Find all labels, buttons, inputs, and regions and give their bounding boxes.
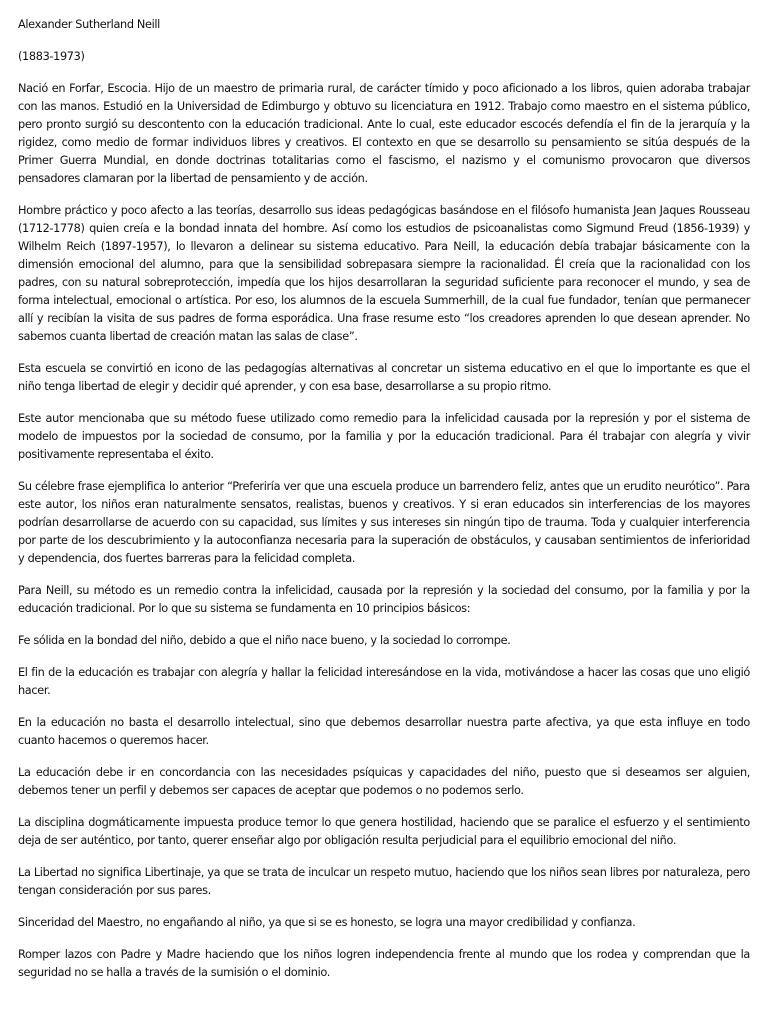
principle-item: Sinceridad del Maestro, no engañando al niño, ya que si se es honesto, se logra una mayor credibilidad y confianza. [18,916,636,929]
paragraph-influences: Hombre práctico y poco afecto a las teorías, desarrollo sus ideas pedagógicas basándose en el filósofo humanista Jean Jaques Rousseau (1712-1778) quien creía e la bondad innata del hombre. Así como los estudios de psicoanalistas como Sigmund Freud (1856-1939) y Wilhelm Reich (1897-1957), lo llevaron a delinear su sistema educativo. Para Neill, la educación debía trabajar básicamente con la dimensión emocional del alumno, para que la sensibilidad sobrepasara siempre la racionalidad. Él creía que la racionalidad con los padres, con su natural sobreprotección, impedía que los hijos desarrollaran la seguridad suficiente para reconocer el mundo, y sea de forma intelectual, emocional o artística. Por eso, los alumnos de la escuela Summerhill, de la cual fue fundador, tenían que permanecer allí y recibían la visita de sus padres de forma esporádica. Una frase resume esto “los creadores aprenden lo que desean aprender. No sabemos cuanta libertad de creación matan las salas de clase”. [18,204,750,343]
paragraph-famous-quote: Su célebre frase ejemplifica lo anterior “Preferiría ver que una escuela produce un barrendero feliz, antes que un erudito neurótico”. Para este autor, los niños eran naturalmente sensatos, realistas, buenos y creativos. Y si eran educados sin interferencias de los mayores podrían desarrollarse de acuerdo con su capacidad, sus límites y sus intereses sin ningún tipo de trauma. Toda y cualquier interferencia por parte de los descubrimiento y la autoconfianza necesaria para la superación de obstáculos, y causaban sentimientos de inferioridad y dependencia, dos fuertes barreras para la felicidad completa. [18,480,750,565]
principle-item: La Libertad no significa Libertinaje, ya que se trata de inculcar un respeto mutuo, haciendo que los niños sean libres por naturaleza, pero tengan consideración por sus pares. [18,866,750,897]
principle-item: El fin de la educación es trabajar con alegría y hallar la felicidad interesándose en la vida, motivándose a hacer las cosas que uno eligió hacer. [18,666,750,697]
paragraph-school: Esta escuela se convirtió en icono de las pedagogías alternativas al concretar un sistema educativo en el que lo importante es que el niño tenga libertad de elegir y decidir qué aprender, y con esa base, desarrollarse a su propio ritmo. [18,362,750,393]
principle-item: La educación debe ir en concordancia con las necesidades psíquicas y capacidades del niño, puesto que si deseamos ser alguien, debemos tener un perfil y debemos ser capaces de aceptar que podemos o no podemos serlo. [18,766,750,797]
document-title: Alexander Sutherland Neill [18,18,160,31]
principle-item: En la educación no basta el desarrollo intelectual, sino que debemos desarrollar nuestra parte afectiva, ya que esta influye en todo cuanto hacemos o queremos hacer. [18,716,750,747]
principle-item: La disciplina dogmáticamente impuesta produce temor lo que genera hostilidad, haciendo que se paralice el esfuerzo y el sentimiento deja de ser auténtico, por tanto, querer enseñar algo por obligación resulta perjudicial para el equilibrio emocional del niño. [18,816,750,847]
paragraph-biography: Nació en Forfar, Escocia. Hijo de un maestro de primaria rural, de carácter tímido y poco aficionado a los libros, quien adoraba trabajar con las manos. Estudió en la Universidad de Edimburgo y obtuvo su licenciatura en 1912. Trabajo como maestro en el sistema público, pero pronto surgió su descontento con la educación tradicional. Ante lo cual, este educador escocés defendía el fin de la jerarquía y la rigidez, como medio de formar individuos libres y creativos. El contexto en que se desarrollo su pensamiento se sitúa después de la Primer Guerra Mundial, en donde doctrinas totalitarias como el fascismo, el nazismo y el comunismo provocaron que diversos pensadores clamaran por la libertad de pensamiento y de acción. [18,82,750,185]
paragraph-principles-intro: Para Neill, su método es un remedio contra la infelicidad, causada por la represión y la sociedad del consumo, por la familia y por la educación tradicional. Por lo que su sistema se fundamenta en 10 principios básicos: [18,584,750,615]
document-dates: (1883-1973) [18,50,85,63]
paragraph-method: Este autor mencionaba que su método fuese utilizado como remedio para la infelicidad causada por la represión y por el sistema de modelo de impuestos por la sociedad de consumo, por la familia y por la educación tradicional. Para él trabajar con alegría y vivir positivamente representaba el éxito. [18,412,750,461]
principle-item: Romper lazos con Padre y Madre haciendo que los niños logren independencia frente al mundo que los rodea y comprendan que la seguridad no se halla a través de la sumisión o el dominio. [18,948,750,979]
principle-item: Fe sólida en la bondad del niño, debido a que el niño nace bueno, y la sociedad lo corrompe. [18,634,511,647]
